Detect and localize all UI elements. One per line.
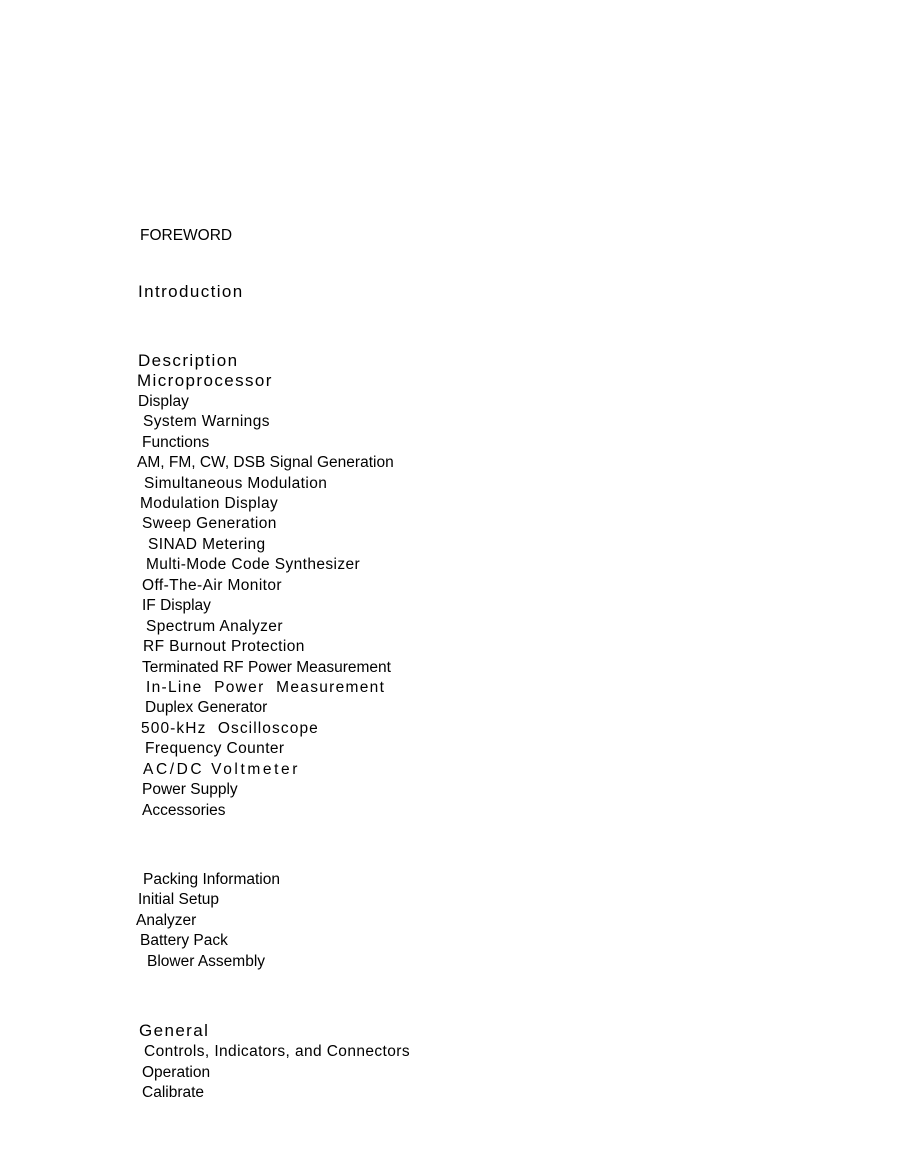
description-item-code-synthesizer: Multi-Mode Code Synthesizer xyxy=(146,556,361,573)
general-item-calibrate: Calibrate xyxy=(142,1084,205,1101)
foreword-heading: FOREWORD xyxy=(140,227,233,244)
description-item-duplex-generator: Duplex Generator xyxy=(145,699,268,716)
introduction-heading: Introduction xyxy=(138,282,244,301)
description-item-modulation-display: Modulation Display xyxy=(140,495,279,512)
description-item-spectrum-analyzer: Spectrum Analyzer xyxy=(146,618,283,635)
general-item-controls: Controls, Indicators, and Connectors xyxy=(144,1043,410,1060)
description-item-power-supply: Power Supply xyxy=(142,781,238,798)
description-item-oscilloscope: 500-kHz Oscilloscope xyxy=(141,720,319,737)
description-item-simultaneous-modulation: Simultaneous Modulation xyxy=(144,475,328,492)
description-item-signal-generation: AM, FM, CW, DSB Signal Generation xyxy=(137,454,394,471)
description-item-terminated-rf-power: Terminated RF Power Measurement xyxy=(142,659,391,676)
description-heading: Description xyxy=(138,351,239,370)
description-item-system-warnings: System Warnings xyxy=(143,413,270,430)
description-item-if-display: IF Display xyxy=(142,597,211,614)
general-item-operation: Operation xyxy=(142,1064,211,1081)
description-item-rf-burnout-protection: RF Burnout Protection xyxy=(143,638,305,655)
setup-item-battery-pack: Battery Pack xyxy=(140,932,228,949)
setup-item-packing-information: Packing Information xyxy=(143,871,280,888)
description-item-microprocessor: Microprocessor xyxy=(137,371,273,390)
setup-item-blower-assembly: Blower Assembly xyxy=(147,953,266,970)
description-item-frequency-counter: Frequency Counter xyxy=(145,740,285,757)
description-item-sinad-metering: SINAD Metering xyxy=(148,536,266,553)
description-item-voltmeter: AC/DC Voltmeter xyxy=(143,761,301,778)
setup-item-initial-setup: Initial Setup xyxy=(138,891,219,908)
description-item-accessories: Accessories xyxy=(142,802,226,819)
description-item-in-line-power: In-Line Power Measurement xyxy=(146,679,386,696)
setup-item-analyzer: Analyzer xyxy=(136,912,197,929)
description-item-functions: Functions xyxy=(142,434,210,451)
description-item-display: Display xyxy=(138,393,189,410)
description-item-sweep-generation: Sweep Generation xyxy=(142,515,277,532)
general-heading: General xyxy=(139,1021,210,1040)
description-item-off-the-air-monitor: Off-The-Air Monitor xyxy=(142,577,282,594)
